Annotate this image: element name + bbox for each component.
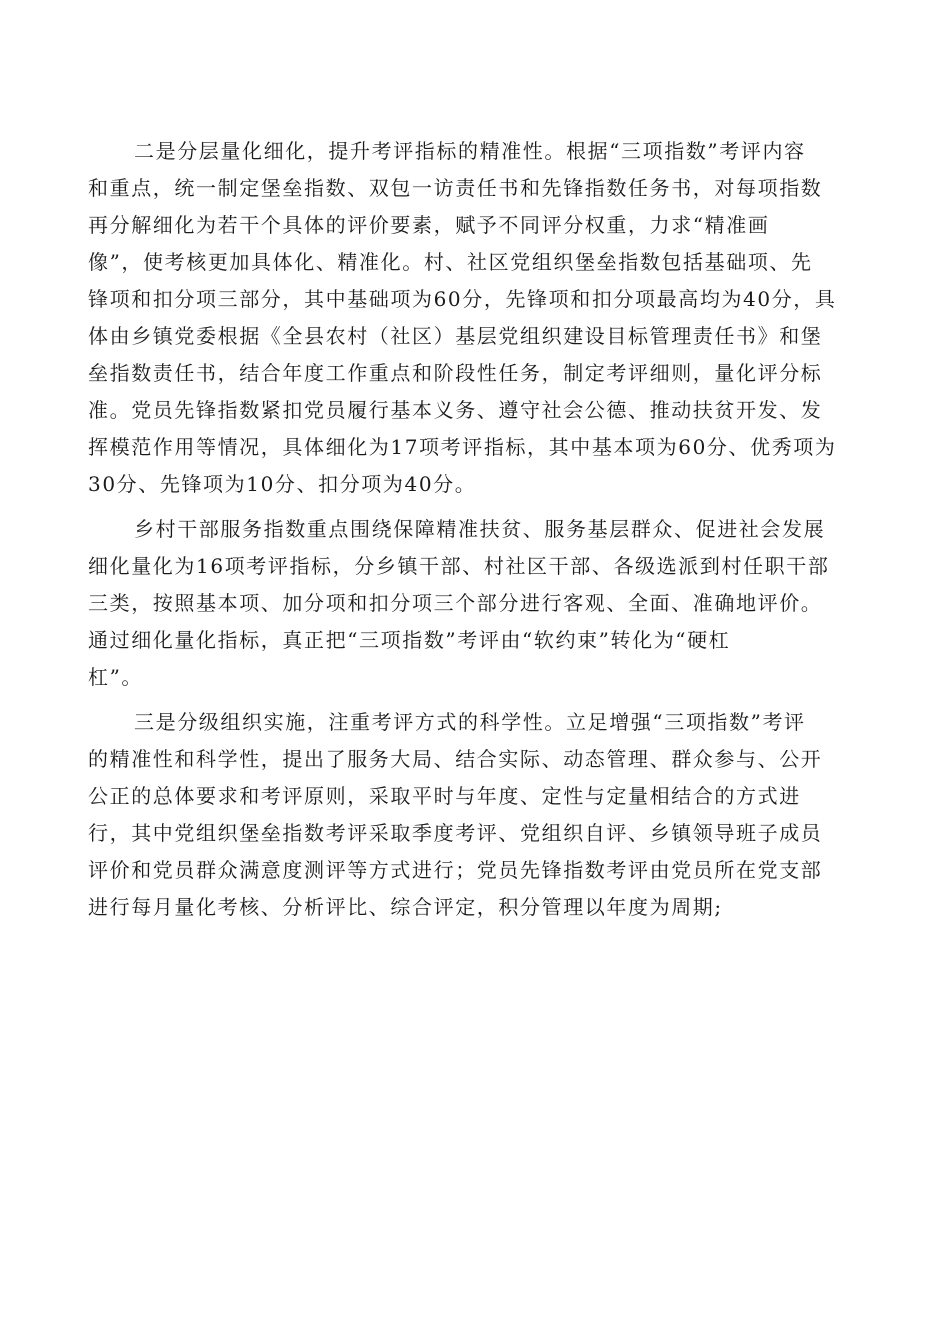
paragraph-line: 细化量化为16项考评指标，分乡镇干部、村社区干部、各级选派到村任职干部 (88, 554, 830, 578)
paragraph-line: 再分解细化为若干个具体的评价要素，赋予不同评分权重，力求“精准画 (88, 213, 770, 237)
paragraph-layered-quantification (88, 133, 868, 503)
paragraph-line: 行，其中党组织堡垒指数考评采取季度考评、党组织自评、乡镇领导班子成员 (88, 821, 823, 845)
paragraph-line: 准。党员先锋指数紧扣党员履行基本义务、遵守社会公德、推动扶贫开发、发 (88, 398, 823, 422)
paragraph-line: 和重点，统一制定堡垒指数、双包一访责任书和先锋指数任务书，对每项指数 (88, 176, 823, 200)
paragraph-line: 二是分层量化细化，提升考评指标的精准性。根据“三项指数”考评内容 (134, 139, 806, 163)
paragraph-tiered-implementation (88, 704, 868, 926)
paragraph-line: 体由乡镇党委根据《全县农村（社区）基层党组织建设目标管理责任书》和堡 (88, 324, 823, 348)
paragraph-line: 挥模范作用等情况，具体细化为17项考评指标，其中基本项为60分、优秀项为 (88, 435, 837, 459)
paragraph-line: 公正的总体要求和考评原则，采取平时与年度、定性与定量相结合的方式进 (88, 784, 801, 808)
paragraph-line: 的精准性和科学性，提出了服务大局、结合实际、动态管理、群众参与、公开 (88, 747, 823, 771)
document-body (88, 133, 868, 934)
paragraph-line: 通过细化量化指标，真正把“三项指数”考评由“软约束”转化为“硬杠 (88, 628, 731, 652)
paragraph-line: 乡村干部服务指数重点围绕保障精准扶贫、服务基层群众、促进社会发展 (134, 517, 826, 541)
paragraph-cadre-service-index (88, 511, 868, 696)
paragraph-line: 锋项和扣分项三部分，其中基础项为60分，先锋项和扣分项最高均为40分，具 (88, 287, 837, 311)
paragraph-line: 像”，使考核更加具体化、精准化。村、社区党组织堡垒指数包括基础项、先 (88, 250, 813, 274)
paragraph-line: 三类，按照基本项、加分项和扣分项三个部分进行客观、全面、准确地评价。 (88, 591, 823, 615)
paragraph-line: 三是分级组织实施，注重考评方式的科学性。立足增强“三项指数”考评 (134, 710, 806, 734)
paragraph-line: 进行每月量化考核、分析评比、综合评定，积分管理以年度为周期; (88, 895, 723, 919)
paragraph-line: 垒指数责任书，结合年度工作重点和阶段性任务，制定考评细则，量化评分标 (88, 361, 823, 385)
paragraph-line: 杠”。 (88, 665, 144, 689)
paragraph-line: 评价和党员群众满意度测评等方式进行；党员先锋指数考评由党员所在党支部 (88, 858, 823, 882)
paragraph-line: 30分、先锋项为10分、扣分项为40分。 (88, 472, 477, 496)
